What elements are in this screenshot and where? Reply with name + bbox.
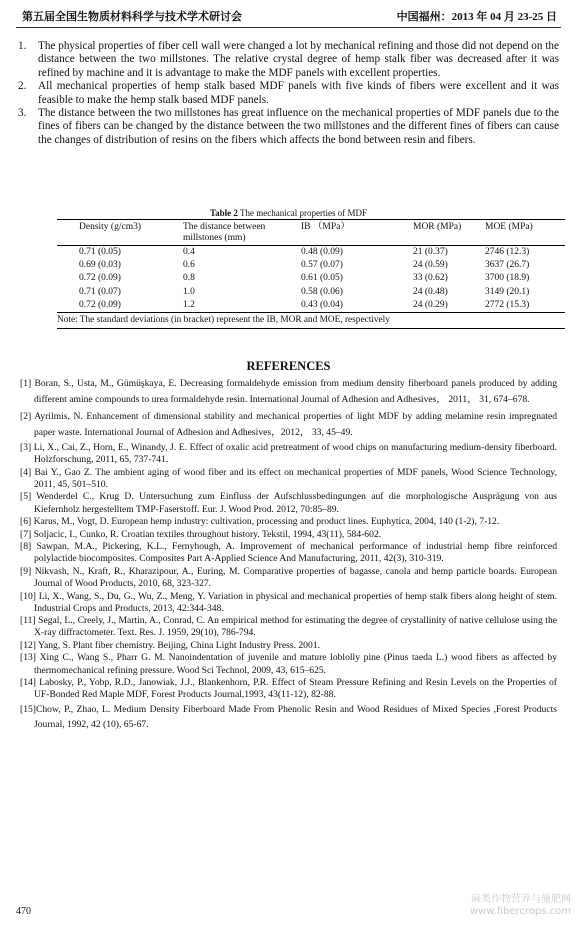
- reference-item: [2] Ayrilmis, N. Enhancement of dimensional stability and mechanical properties of light MDF by adding melamine resin impregnated paper waste. International Journal of Adhesion and Adhesives，2012， 33, 45–49.: [20, 411, 557, 438]
- cell-mor: 24 (0.29): [413, 299, 448, 310]
- header-conference-title: 第五届全国生物质材料科学与技术学术研讨会: [22, 11, 242, 23]
- reference-item: [6] Karus, M., Vogt, D. European hemp industry: cultivation, processing and product lines. Euphytica, 2004, 140 (1-2), 7-12.: [20, 516, 500, 528]
- cell-ib: 0.58 (0.06): [301, 286, 343, 297]
- reference-item: [14] Labosky, P., Yobp, R.D., Janowiak, J.J., Blankenhorn, P.R. Effect of Steam Pressure Refining and Resin Levels on the Properties of UF-Bonded Red Maple MDF, Forest Products Journal,1993, 43(11-12), 82-88.: [20, 677, 557, 701]
- references-heading: REFERENCES: [246, 359, 331, 373]
- conclusion-number: 3.: [18, 107, 27, 120]
- cell-density: 0.72 (0.09): [79, 299, 121, 310]
- cell-distance: 1.2: [183, 299, 195, 310]
- watermark-url: www.fibercrops.com: [469, 906, 571, 917]
- cell-moe: 3637 (26.7): [485, 260, 530, 271]
- cell-distance: 0.8: [183, 273, 195, 284]
- cell-density: 0.72 (0.09): [79, 273, 121, 284]
- cell-mor: 24 (0.59): [413, 260, 448, 271]
- cell-ib: 0.57 (0.07): [301, 260, 343, 271]
- table-row: [57, 286, 565, 299]
- cell-moe: 2772 (15.3): [485, 299, 530, 310]
- reference-item: [11] Segal, L., Creely, J., Martin, A., Conrad, C. An empirical method for estimating the degree of crystallinity of native cellulose using the X-ray diffractometer. Text. Res. J. 1959, 29(10), 786-794.: [20, 615, 557, 639]
- reference-item: [10] Li, X., Wang, S., Du, G., Wu, Z., Meng, Y. Variation in physical and mechanical properties of hemp stalk fibers along height of stem. Industrial Crops and Products, 2013, 42:344-348.: [20, 590, 557, 614]
- reference-item: [12] Yang, S. Plant fiber chemistry. Beijing, China Light Industry Press. 2001.: [20, 639, 320, 651]
- cell-density: 0.71 (0.07): [79, 286, 121, 297]
- page-number: 470: [16, 906, 31, 917]
- table-note-row: [57, 313, 565, 329]
- reference-item: [8] Sawpan, M.A., Pickering, K.L., Fernyhough, A. Improvement of mechanical performance of industrial hemp fibre reinforced polylactide biocomposites. Composites Part A-Applied Science And Manufacturing, 2011, 42(3), 310-319.: [20, 541, 557, 565]
- table-row: [57, 299, 565, 313]
- cell-ib: 0.48 (0.09): [301, 247, 343, 257]
- conclusions-list: [18, 40, 559, 147]
- col-header-distance: The distance between millstones (mm): [183, 222, 266, 243]
- site-watermark: [470, 894, 571, 918]
- mechanical-properties-table: [57, 219, 565, 329]
- cell-density: 0.69 (0.03): [79, 260, 121, 271]
- conclusion-text: All mechanical properties of hemp stalk based MDF panels with five kinds of fibers were excellent and it was feasible to make the hemp stalk based MDF panels.: [38, 80, 559, 106]
- conclusion-number: 1.: [18, 40, 27, 52]
- cell-ib: 0.61 (0.05): [301, 273, 343, 284]
- table-row: [57, 259, 565, 272]
- running-header: [22, 8, 557, 24]
- table-row: [57, 272, 565, 285]
- table-row: [57, 246, 565, 260]
- conclusion-item: [18, 107, 559, 147]
- cell-distance: 0.6: [183, 260, 195, 271]
- col-header-density: Density (g/cm3): [79, 222, 142, 232]
- table-caption: [0, 208, 577, 218]
- cell-moe: 3149 (20.1): [485, 286, 530, 297]
- reference-item: [15]Chow, P., Zhao, L. Medium Density Fiberboard Made From Phenolic Resin and Wood Residues of Mixed Species ,Forest Products Journal, 1992, 42 (10), 65-67.: [20, 703, 557, 731]
- conclusion-item: [18, 80, 559, 107]
- cell-mor: 21 (0.37): [413, 247, 448, 257]
- cell-distance: 1.0: [183, 286, 195, 297]
- cell-moe: 2746 (12.3): [485, 247, 530, 257]
- watermark-chinese: 麻类作物营养与施肥网: [471, 894, 571, 905]
- header-location-date: 中国福州：2013 年 04 月 23-25 日: [396, 11, 557, 23]
- cell-ib: 0.43 (0.04): [301, 299, 343, 310]
- reference-item: [5] Wenderdel C., Krug D. Untersuchung zum Einfluss der Aufschlussbedingungen auf die morphologische Ausprägung von aus Kiefernholz hergestelltem TMP-Faserstoff. Eur. J. Wood Prod. 2012, 70:85–89.: [20, 491, 557, 515]
- table-note: Note: The standard deviations (in bracket) represent the IB, MOR and MOE, respectively: [57, 313, 565, 329]
- conclusion-text: The physical properties of fiber cell wall were changed a lot by mechanical refining and those did not depend on the distance between the two millstones. The relative crystal degree of hemp stalk fiber was decreased after it was refined by machine and it is advantage to make the MDF panels with excellent properties.: [38, 40, 559, 79]
- references-list: [20, 376, 557, 735]
- col-header-moe: MOE (MPa): [485, 222, 533, 232]
- table-header-row: [57, 220, 565, 246]
- header-rule: [16, 27, 561, 28]
- cell-distance: 0.4: [183, 247, 195, 257]
- col-header-mor: MOR (MPa): [413, 222, 462, 232]
- reference-item: [4] Bai Y., Gao Z. The ambient aging of wood fiber and its effect on mechanical properties of MDF panels, Wood Science Technology, 2011, 45, 501–510.: [20, 466, 557, 490]
- reference-item: [9] Nikvash, N., Kraft, R., Kharazipour, A., Euring, M. Comparative properties of bagasse, canola and hemp particle boards. European Journal of Wood Products, 2010, 68, 323-327.: [20, 565, 557, 590]
- cell-mor: 24 (0.48): [413, 286, 448, 297]
- reference-item: [1] Boran, S., Usta, M., Gümüşkaya, E. Decreasing formaldehyde emission from medium density fiberboard panels produced by adding different amine compounds to urea formaldehyde resin. International Journal of Adhesion and Adhesives， 2011， 31, 674–678.: [20, 378, 557, 405]
- conclusion-number: 2.: [18, 80, 27, 93]
- cell-mor: 33 (0.62): [413, 273, 448, 284]
- conclusion-text: The distance between the two millstones has great influence on the mechanical properties of MDF panels due to the fines of fibers can be changed by the distance between the two millstones and the different fines of fibers can cause the changes of distribution of resins on the fibers which affects the bond between resin and fibers.: [38, 107, 559, 146]
- reference-item: [7] Soljacic, I., Cunko, R. Croatian textiles throughout history. Tekstil, 1994, 43(11), 584-602.: [20, 528, 382, 540]
- reference-item: [3] Li, X., Cai, Z., Horn, E., Winandy, J. E. Effect of oxalic acid pretreatment of wood chips on manufacturing medium-density fiberboard. Holzforschung, 2011, 65, 737-741.: [20, 442, 557, 466]
- table-caption-label: Table 2: [210, 208, 238, 218]
- conclusion-item: [18, 40, 559, 80]
- cell-moe: 3700 (18.9): [485, 273, 530, 284]
- reference-item: [13] Xing C., Wang S., Pharr G. M. Nanoindentation of juvenile and mature loblolly pine (Pinus taeda L.) wood fibers as affected by thermomechanical refining pressure. Wood Sci Technol, 2009, 43, 615–625.: [20, 652, 557, 676]
- table-caption-text: The mechanical properties of MDF: [237, 208, 367, 218]
- col-header-ib: IB （MPa）: [301, 222, 350, 232]
- cell-density: 0.71 (0.05): [79, 247, 121, 257]
